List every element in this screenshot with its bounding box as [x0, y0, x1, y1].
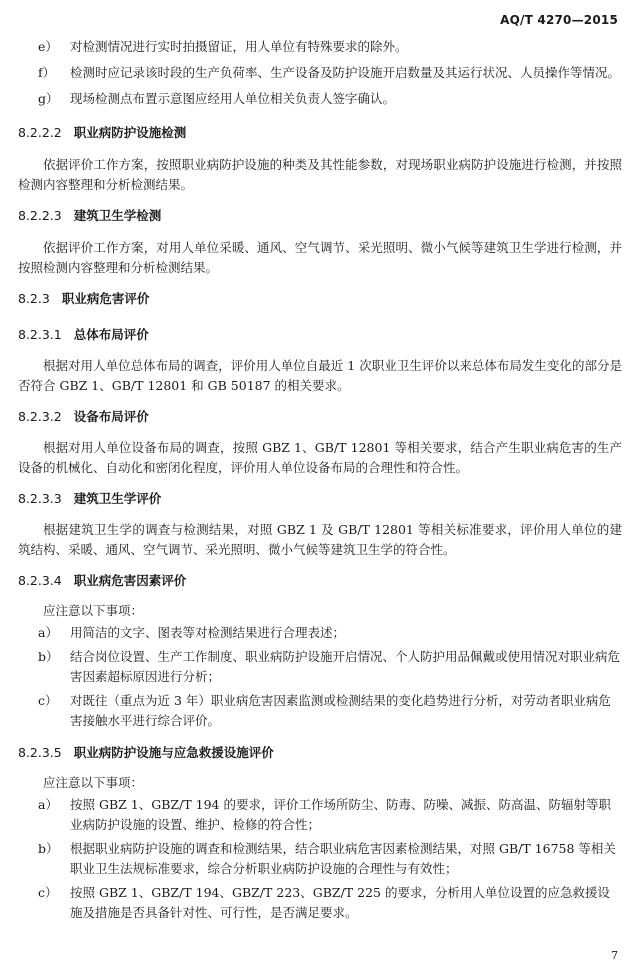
- paragraph: 根据对用人单位总体布局的调查，评价用人单位自最近 1 次职业卫生评价以来总体布局发生变化的部分是否符合 GBZ 1、GB/T 12801 和 GB 50187 的相关要求。: [18, 358, 622, 393]
- list-label: e）: [38, 39, 58, 54]
- list-item-g: [18, 89, 622, 109]
- section-number: 8.2.3.2: [18, 409, 62, 424]
- list-text: 用简洁的文字、图表等对检测结果进行合理表述；: [70, 625, 346, 640]
- section-number: 8.2.2.2: [18, 125, 62, 140]
- section-heading-8-2-2-3: [18, 206, 622, 226]
- section-title: 建筑卫生学评价: [73, 491, 162, 506]
- section-title: 职业病危害评价: [61, 291, 150, 306]
- list-item-c: [18, 691, 622, 731]
- section-title: 设备布局评价: [73, 409, 149, 424]
- section-heading-8-2-3-1: [18, 325, 622, 345]
- section-number: 8.2.3.3: [18, 491, 62, 506]
- section-title: 职业病危害因素评价: [73, 573, 187, 588]
- section-heading-8-2-3-4: [18, 571, 622, 591]
- section-number: 8.2.2.3: [18, 208, 62, 223]
- list-label: f）: [38, 65, 56, 80]
- section-number: 8.2.3.1: [18, 327, 62, 342]
- list-text: 结合岗位设置、生产工作制度、职业病防护设施开启情况、个人防护用品佩戴或使用情况对职业病危害因素超标原因进行分析；: [70, 649, 621, 684]
- section-number: 8.2.3.5: [18, 745, 62, 760]
- section-heading-8-2-3-2: [18, 407, 622, 427]
- section-title: 职业病防护设施与应急救援设施评价: [73, 745, 274, 760]
- list-text: 按照 GBZ 1、GBZ/T 194 的要求，评价工作场所防尘、防毒、防噪、减振、防高温、防辐射等职业病防护设施的设置、维护、检修的符合性；: [70, 797, 611, 832]
- list-item-c: [18, 883, 622, 923]
- section-heading-8-2-3-3: [18, 489, 622, 509]
- document-body: [18, 37, 622, 923]
- list-text: 按照 GBZ 1、GBZ/T 194、GBZ/T 223、GBZ/T 225 的要求，分析用人单位设置的应急救援设施及措施是否具备针对性、可行性，是否满足要求。: [70, 885, 610, 920]
- list-label: a）: [38, 625, 58, 640]
- list-item-f: [18, 63, 622, 83]
- section-heading-8-2-3: [18, 289, 622, 309]
- list-item-b: [18, 647, 622, 687]
- list-item-a: [18, 623, 622, 643]
- list-text: 检测时应记录该时段的生产负荷率、生产设备及防护设施开启数量及其运行状况、人员操作等情况。: [70, 65, 621, 80]
- list-item-e: [18, 37, 622, 57]
- list-text: 现场检测点布置示意图应经用人单位相关负责人签字确认。: [70, 91, 396, 106]
- list-text: 对既往（重点为近 3 年）职业病危害因素监测或检测结果的变化趋势进行分析，对劳动者职业病危害接触水平进行综合评价。: [70, 693, 611, 728]
- list-label: b）: [38, 841, 59, 856]
- standard-code: AQ/T 4270—2015: [500, 13, 618, 27]
- section-title: 总体布局评价: [73, 327, 149, 342]
- list-label: c）: [38, 885, 58, 900]
- list-label: c）: [38, 693, 58, 708]
- list-text: 根据职业病防护设施的调查和检测结果，结合职业病危害因素检测结果，对照 GB/T 16758 等相关职业卫生法规标准要求，综合分析职业病防护设施的合理性与有效性；: [70, 841, 616, 876]
- paragraph: 依据评价工作方案，对用人单位采暖、通风、空气调节、采光照明、微小气候等建筑卫生学进行检测，并按照检测内容整理和分析检测结果。: [18, 240, 622, 275]
- section-heading-8-2-2-2: [18, 123, 622, 143]
- section-number: 8.2.3: [18, 291, 50, 306]
- list-label: a）: [38, 797, 58, 812]
- section-title: 建筑卫生学检测: [73, 208, 162, 223]
- list-item-a: [18, 795, 622, 835]
- list-item-b: [18, 839, 622, 879]
- list-label: g）: [38, 91, 59, 106]
- paragraph: 根据对用人单位设备布局的调查，按照 GBZ 1、GB/T 12801 等相关要求，结合产生职业病危害的生产设备的机械化、自动化和密闭化程度，评价用人单位设备布局的合理性和符合性。: [18, 440, 622, 475]
- paragraph: 依据评价工作方案，按照职业病防护设施的种类及其性能参数，对现场职业病防护设施进行检测，并按照检测内容整理和分析检测结果。: [18, 157, 622, 192]
- list-text: 对检测情况进行实时拍摄留证，用人单位有特殊要求的除外。: [70, 39, 408, 54]
- section-heading-8-2-3-5: [18, 743, 622, 763]
- page-number: 7: [611, 949, 618, 962]
- list-label: b）: [38, 649, 59, 664]
- section-number: 8.2.3.4: [18, 573, 62, 588]
- intro-text: 应注意以下事项：: [43, 603, 144, 618]
- paragraph: 根据建筑卫生学的调查与检测结果，对照 GBZ 1 及 GB/T 12801 等相关标准要求，评价用人单位的建筑结构、采暖、通风、空气调节、采光照明、微小气候等建筑卫生学的符合性。: [18, 522, 622, 557]
- intro-text: 应注意以下事项：: [43, 775, 144, 790]
- section-title: 职业病防护设施检测: [73, 125, 187, 140]
